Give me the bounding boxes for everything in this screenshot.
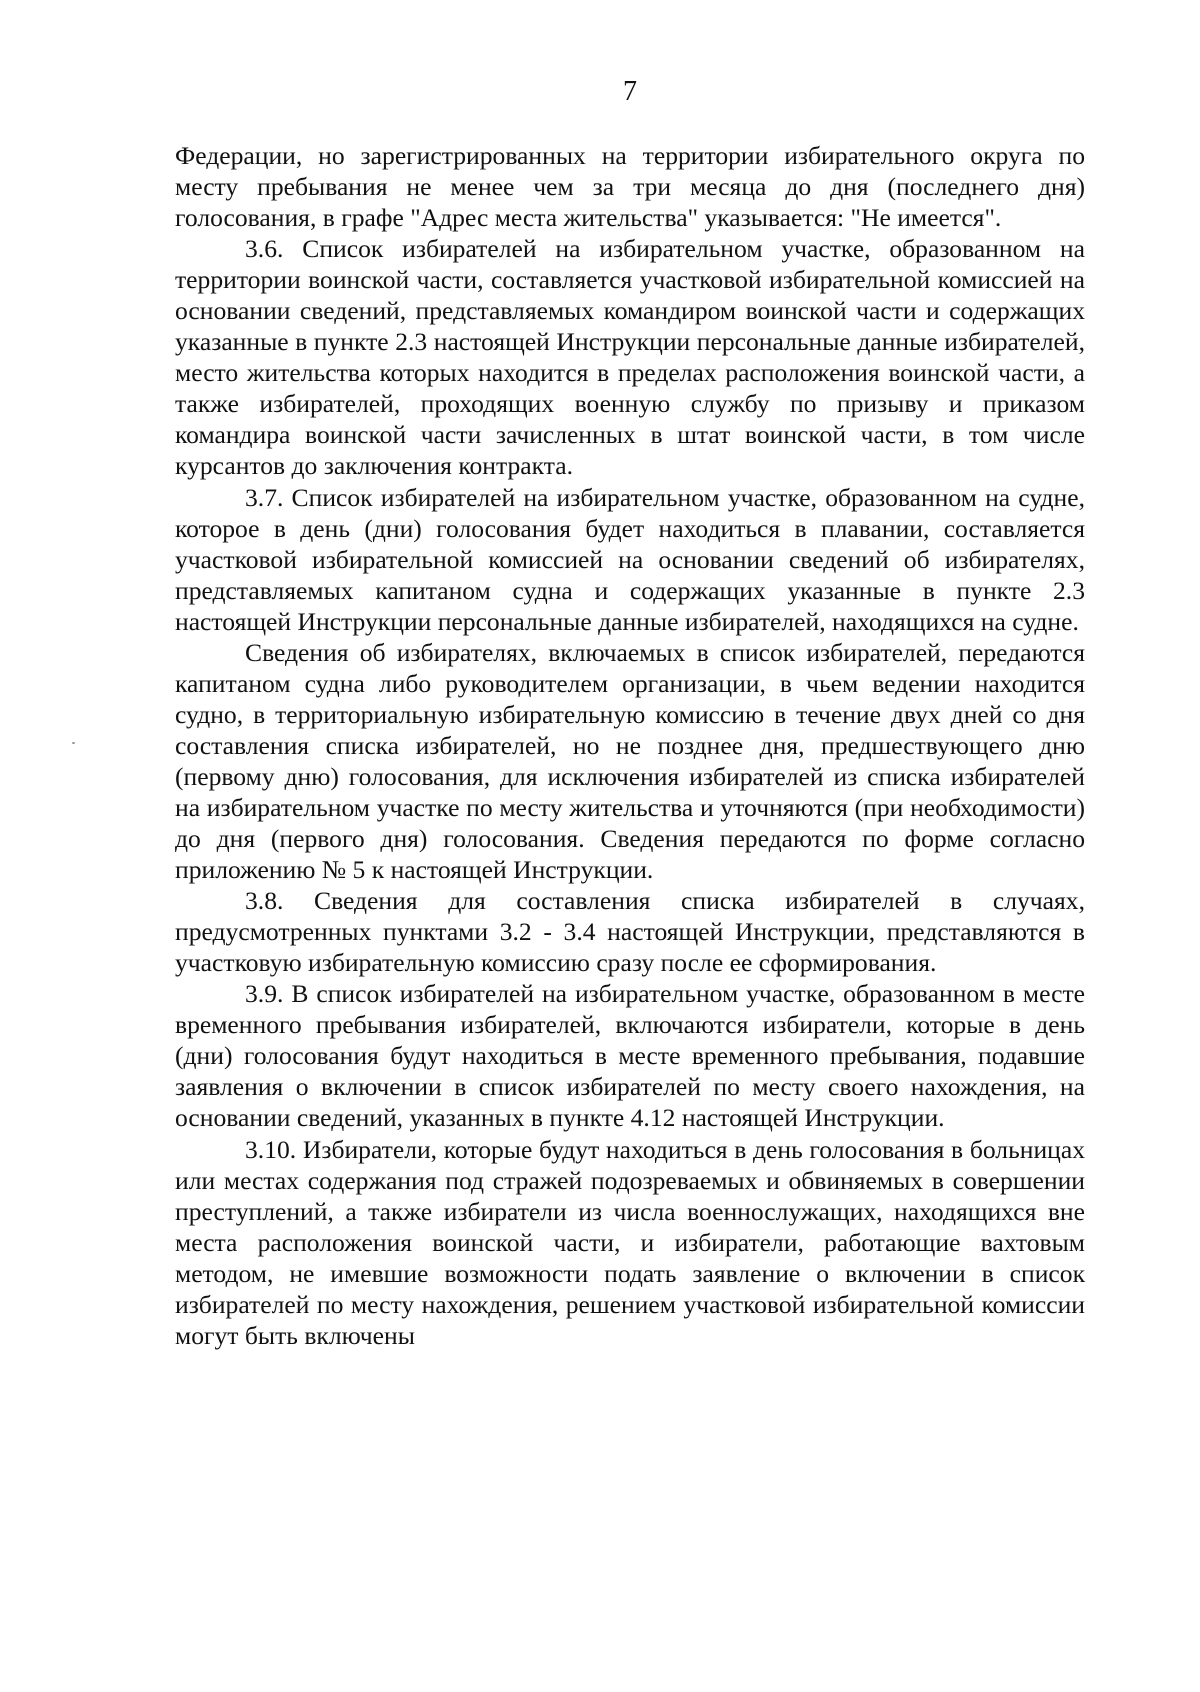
paragraph-3-8: 3.8. Сведения для составления списка избирателей в случаях, предусмотренных пунктами 3.2 - 3.4 настоящей Инструкции, представляются в участковую избирательную комиссию сразу после ее сформирования.	[175, 886, 1085, 978]
paragraph-3-6: 3.6. Список избирателей на избирательном участке, образованном на территории воинской части, составляется участковой избирательной комиссией на основании сведений, представляемых командиром воинской части и содержащих указанные в пункте 2.3 настоящей Инструкции персональные данные избирателей, место жительства которых находится в пределах расположения воинской части, а также избирателей, проходящих военную службу по призыву и приказом командира воинской части зачисленных в штат воинской части, в том числе курсантов до заключения контракта.	[175, 234, 1085, 481]
page-number: 7	[623, 76, 637, 107]
scan-speck	[72, 742, 75, 744]
paragraph-continuation: Федерации, но зарегистрированных на территории избирательного округа по месту пребывания не менее чем за три месяца до дня (последнего дня) голосования, в графе "Адрес места жительства" указывается: "Не имеется".	[175, 141, 1085, 233]
paragraph-3-9: 3.9. В список избирателей на избирательном участке, образованном в месте временного пребывания избирателей, включаются избиратели, которые в день (дни) голосования будут находиться в месте временного пребывания, подавшие заявления о включении в список избирателей по месту своего нахождения, на основании сведений, указанных в пункте 4.12 настоящей Инструкции.	[175, 979, 1085, 1133]
paragraph-3-7: 3.7. Список избирателей на избирательном участке, образованном на судне, которое в день (дни) голосования будет находиться в плавании, составляется участковой избирательной комиссией на основании сведений об избирателях, представляемых капитаном судна и содержащих указанные в пункте 2.3 настоящей Инструкции персональные данные избирателей, находящихся на судне.	[175, 482, 1085, 636]
paragraph-3-7-details: Сведения об избирателях, включаемых в список избирателей, передаются капитаном судна либо руководителем организации, в чьем ведении находится судно, в территориальную избирательную комиссию в течение двух дней со дня составления списка избирателей, но не позднее дня, предшествующего дню (первому дню) голосования, для исключения избирателей из списка избирателей на избирательном участке по месту жительства и уточняются (при необходимости) до дня (первого дня) голосования. Сведения передаются по форме согласно приложению № 5 к настоящей Инструкции.	[175, 637, 1085, 885]
document-body	[175, 140, 1085, 1351]
paragraph-3-10: 3.10. Избиратели, которые будут находиться в день голосования в больницах или местах содержания под стражей подозреваемых и обвиняемых в совершении преступлений, а также избиратели из числа военнослужащих, находящихся вне места расположения воинской части, и избиратели, работающие вахтовым методом, не имевшие возможности подать заявление о включении в список избирателей по месту нахождения, решением участковой избирательной комиссии могут быть включены	[175, 1134, 1085, 1350]
